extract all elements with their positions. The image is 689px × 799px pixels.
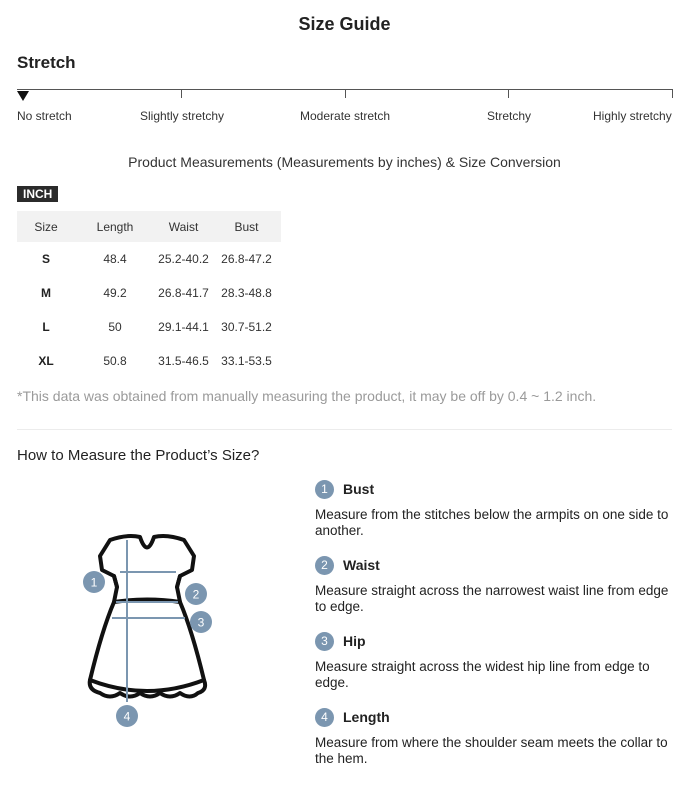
size-table	[17, 211, 281, 378]
stretch-level-label: Highly stretchy	[593, 109, 672, 123]
step-number-badge: 2	[315, 556, 334, 575]
stretch-level-label: Stretchy	[487, 109, 532, 123]
unit-badge[interactable]: INCH	[17, 186, 58, 202]
step-number-badge: 3	[315, 632, 334, 651]
waist-cell: 26.8-41.7	[158, 286, 209, 300]
length-cell: 50	[108, 320, 122, 334]
step-description: Measure from the stitches below the armpits on one side to another.	[315, 507, 669, 538]
waist-cell: 31.5-46.5	[158, 354, 209, 368]
length-cell: 48.4	[103, 252, 127, 266]
table-row	[17, 276, 281, 310]
length-cell: 50.8	[103, 354, 127, 368]
bust-cell: 28.3-48.8	[221, 286, 272, 300]
column-header: Waist	[155, 211, 212, 242]
table-row	[17, 344, 281, 378]
stretch-selected-pointer-icon	[17, 91, 29, 101]
stretch-heading: Stretch	[17, 53, 76, 72]
step-description: Measure straight across the widest hip line from edge to edge.	[315, 659, 650, 690]
step-title: Bust	[343, 481, 375, 497]
section-divider	[17, 429, 672, 430]
waist-cell: 25.2-40.2	[158, 252, 209, 266]
stretch-level-label: Slightly stretchy	[140, 109, 225, 123]
stretch-tick	[181, 89, 182, 98]
step-title: Waist	[343, 557, 380, 573]
length-cell: 49.2	[103, 286, 127, 300]
measurements-heading: Product Measurements (Measurements by inches) & Size Conversion	[128, 154, 561, 170]
stretch-level-label: Moderate stretch	[300, 109, 391, 123]
marker-2-label: 2	[192, 587, 200, 602]
marker-4-label: 4	[123, 709, 131, 724]
bust-cell: 30.7-51.2	[221, 320, 272, 334]
table-row	[17, 242, 281, 276]
step-title: Length	[343, 709, 390, 725]
step-description: Measure from where the shoulder seam meets the collar to the hem.	[315, 735, 668, 766]
marker-1-label: 1	[90, 575, 98, 590]
size-cell: XL	[38, 354, 54, 368]
column-header: Length	[75, 211, 155, 242]
size-cell: M	[41, 286, 51, 300]
step-title: Hip	[343, 633, 366, 649]
step-number-badge: 4	[315, 708, 334, 727]
size-cell: S	[41, 252, 50, 266]
table-row	[17, 310, 281, 344]
page-title: Size Guide	[298, 14, 391, 34]
column-header: Bust	[212, 211, 281, 242]
measurement-note: *This data was obtained from manually measuring the product, it may be off by 0.4 ~ 1.2 inch.	[17, 388, 597, 404]
column-header: Size	[17, 211, 75, 242]
step-description: Measure straight across the narrowest waist line from edge to edge.	[315, 583, 669, 614]
bust-cell: 33.1-53.5	[221, 354, 272, 368]
step-number-badge: 1	[315, 480, 334, 499]
stretch-tick	[672, 89, 673, 98]
stretch-level-label: No stretch	[17, 109, 72, 123]
stretch-tick	[345, 89, 346, 98]
how-to-measure-heading: How to Measure the Product’s Size?	[17, 447, 260, 464]
table-header-row	[17, 211, 281, 242]
bust-cell: 26.8-47.2	[221, 252, 272, 266]
waist-cell: 29.1-44.1	[158, 320, 209, 334]
dress-icon	[72, 530, 222, 730]
marker-3-label: 3	[197, 615, 205, 630]
stretch-tick	[508, 89, 509, 98]
size-cell: L	[42, 320, 50, 334]
